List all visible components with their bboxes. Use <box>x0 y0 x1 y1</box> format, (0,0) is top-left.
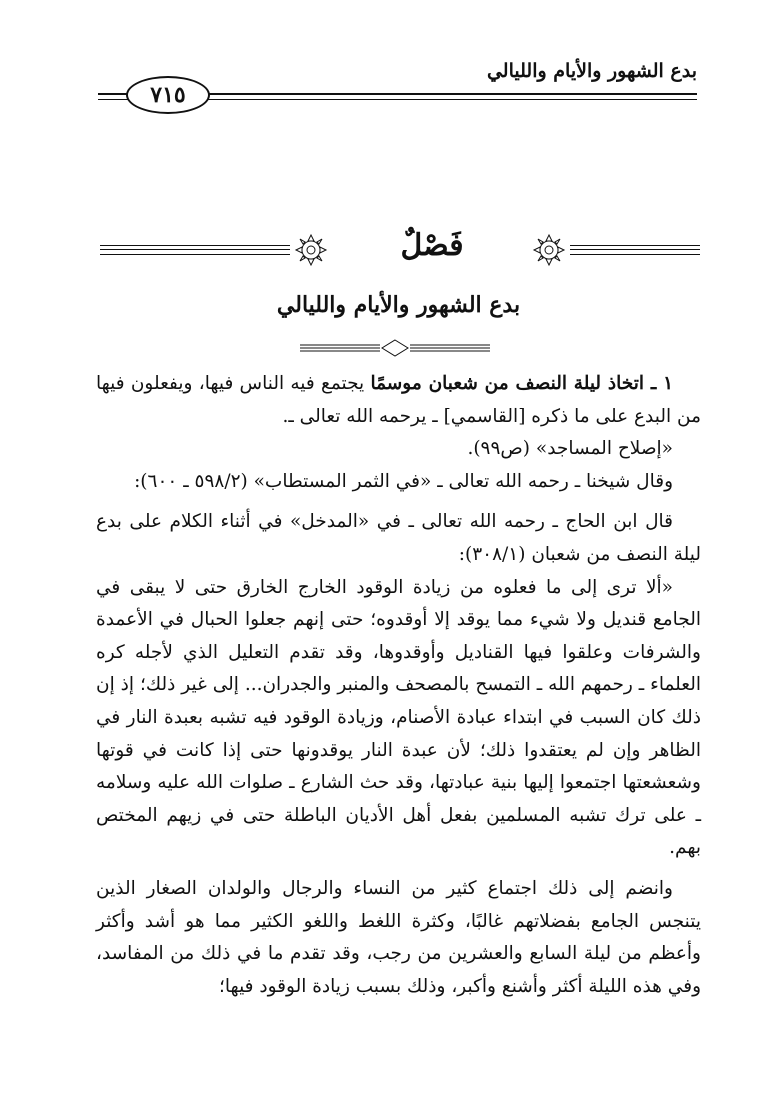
page-number: ٧١٥ <box>126 76 210 114</box>
body-text <box>96 368 701 1003</box>
source-reference: «إصلاح المساجد» (ص٩٩). <box>467 438 673 460</box>
running-header <box>98 58 697 108</box>
rosette-ornament-icon <box>532 233 566 267</box>
running-title: بدع الشهور والأيام والليالي <box>486 60 697 82</box>
diamond-divider-icon <box>300 338 490 358</box>
rosette-ornament-icon <box>294 233 328 267</box>
ornament-rule-right <box>570 245 700 255</box>
item-1-text: يجتمع فيه الناس فيها، ويفعلون فيها من البدع على ما ذكره [القاسمي] ـ يرحمه الله تعالى ـ. <box>96 373 701 427</box>
item-1-heading: ١ ـ اتخاذ ليلة النصف من شعبان موسمًا <box>370 373 673 394</box>
chapter-ornament <box>100 228 700 274</box>
ibn-hajj-intro-paragraph: قال ابن الحاج ـ رحمه الله تعالى ـ في «المدخل» في أثناء الكلام على بدع ليلة النصف من شعبان (٣٠٨/١): <box>96 511 701 565</box>
last-paragraph: وانضم إلى ذلك اجتماع كثير من النساء والرجال والولدان الصغار الذين يتنجس الجامع بفضلاتهم غالبًا، وكثرة اللغط واللغو الكثير مما هو أشد وأكثر وأعظم من ليلة السابع والعشرين من رجب، وقد تقدم ما في ذلك من المفاسد، وفي هذه الليلة أكثر وأشنع وأكبر، وذلك بسبب زيادة الوقود فيها؛ <box>96 877 701 997</box>
item-1-paragraph <box>96 368 701 433</box>
ornament-rule-left <box>100 245 290 255</box>
quote-paragraph: «ألا ترى إلى ما فعلوه من زيادة الوقود الخارج الخارق حتى لا يبقى في الجامع قنديل ولا شيء مما يوقد إلا أوقدوه؛ حتى إنهم جعلوا الحبال في الأعمدة والشرفات وعلقوا فيها القناديل وأوقدوها، وقد تقدم التعليل الذي لأجله كره العلماء ـ رحمهم الله ـ التمسح بالمصحف والمنبر والجدران... إلى غير ذلك؛ إذ إن ذلك كان السبب في ابتداء عبادة الأصنام، وزيادة الوقود فيه تشبه بعبدة النار في الظاهر وإن لم يعتقدوا ذلك؛ لأن عبدة النار يوقدونها حتى إذا كانت في قوتها وشعشعتها اجتمعوا إليها بنية عبادتها، وقد حث الشارع ـ صلوات الله عليه وسلامه ـ على ترك تشبه المسلمين بفعل أهل الأديان الباطلة حتى في زيهم المختص بهم. <box>96 576 701 859</box>
section-word: فَصْلٌ <box>400 228 464 263</box>
sheikh-intro-paragraph: وقال شيخنا ـ رحمه الله تعالى ـ «في الثمر المستطاب» (٥٩٨/٢ ـ ٦٠٠): <box>134 470 673 492</box>
section-title: بدع الشهور والأيام والليالي <box>276 292 521 318</box>
